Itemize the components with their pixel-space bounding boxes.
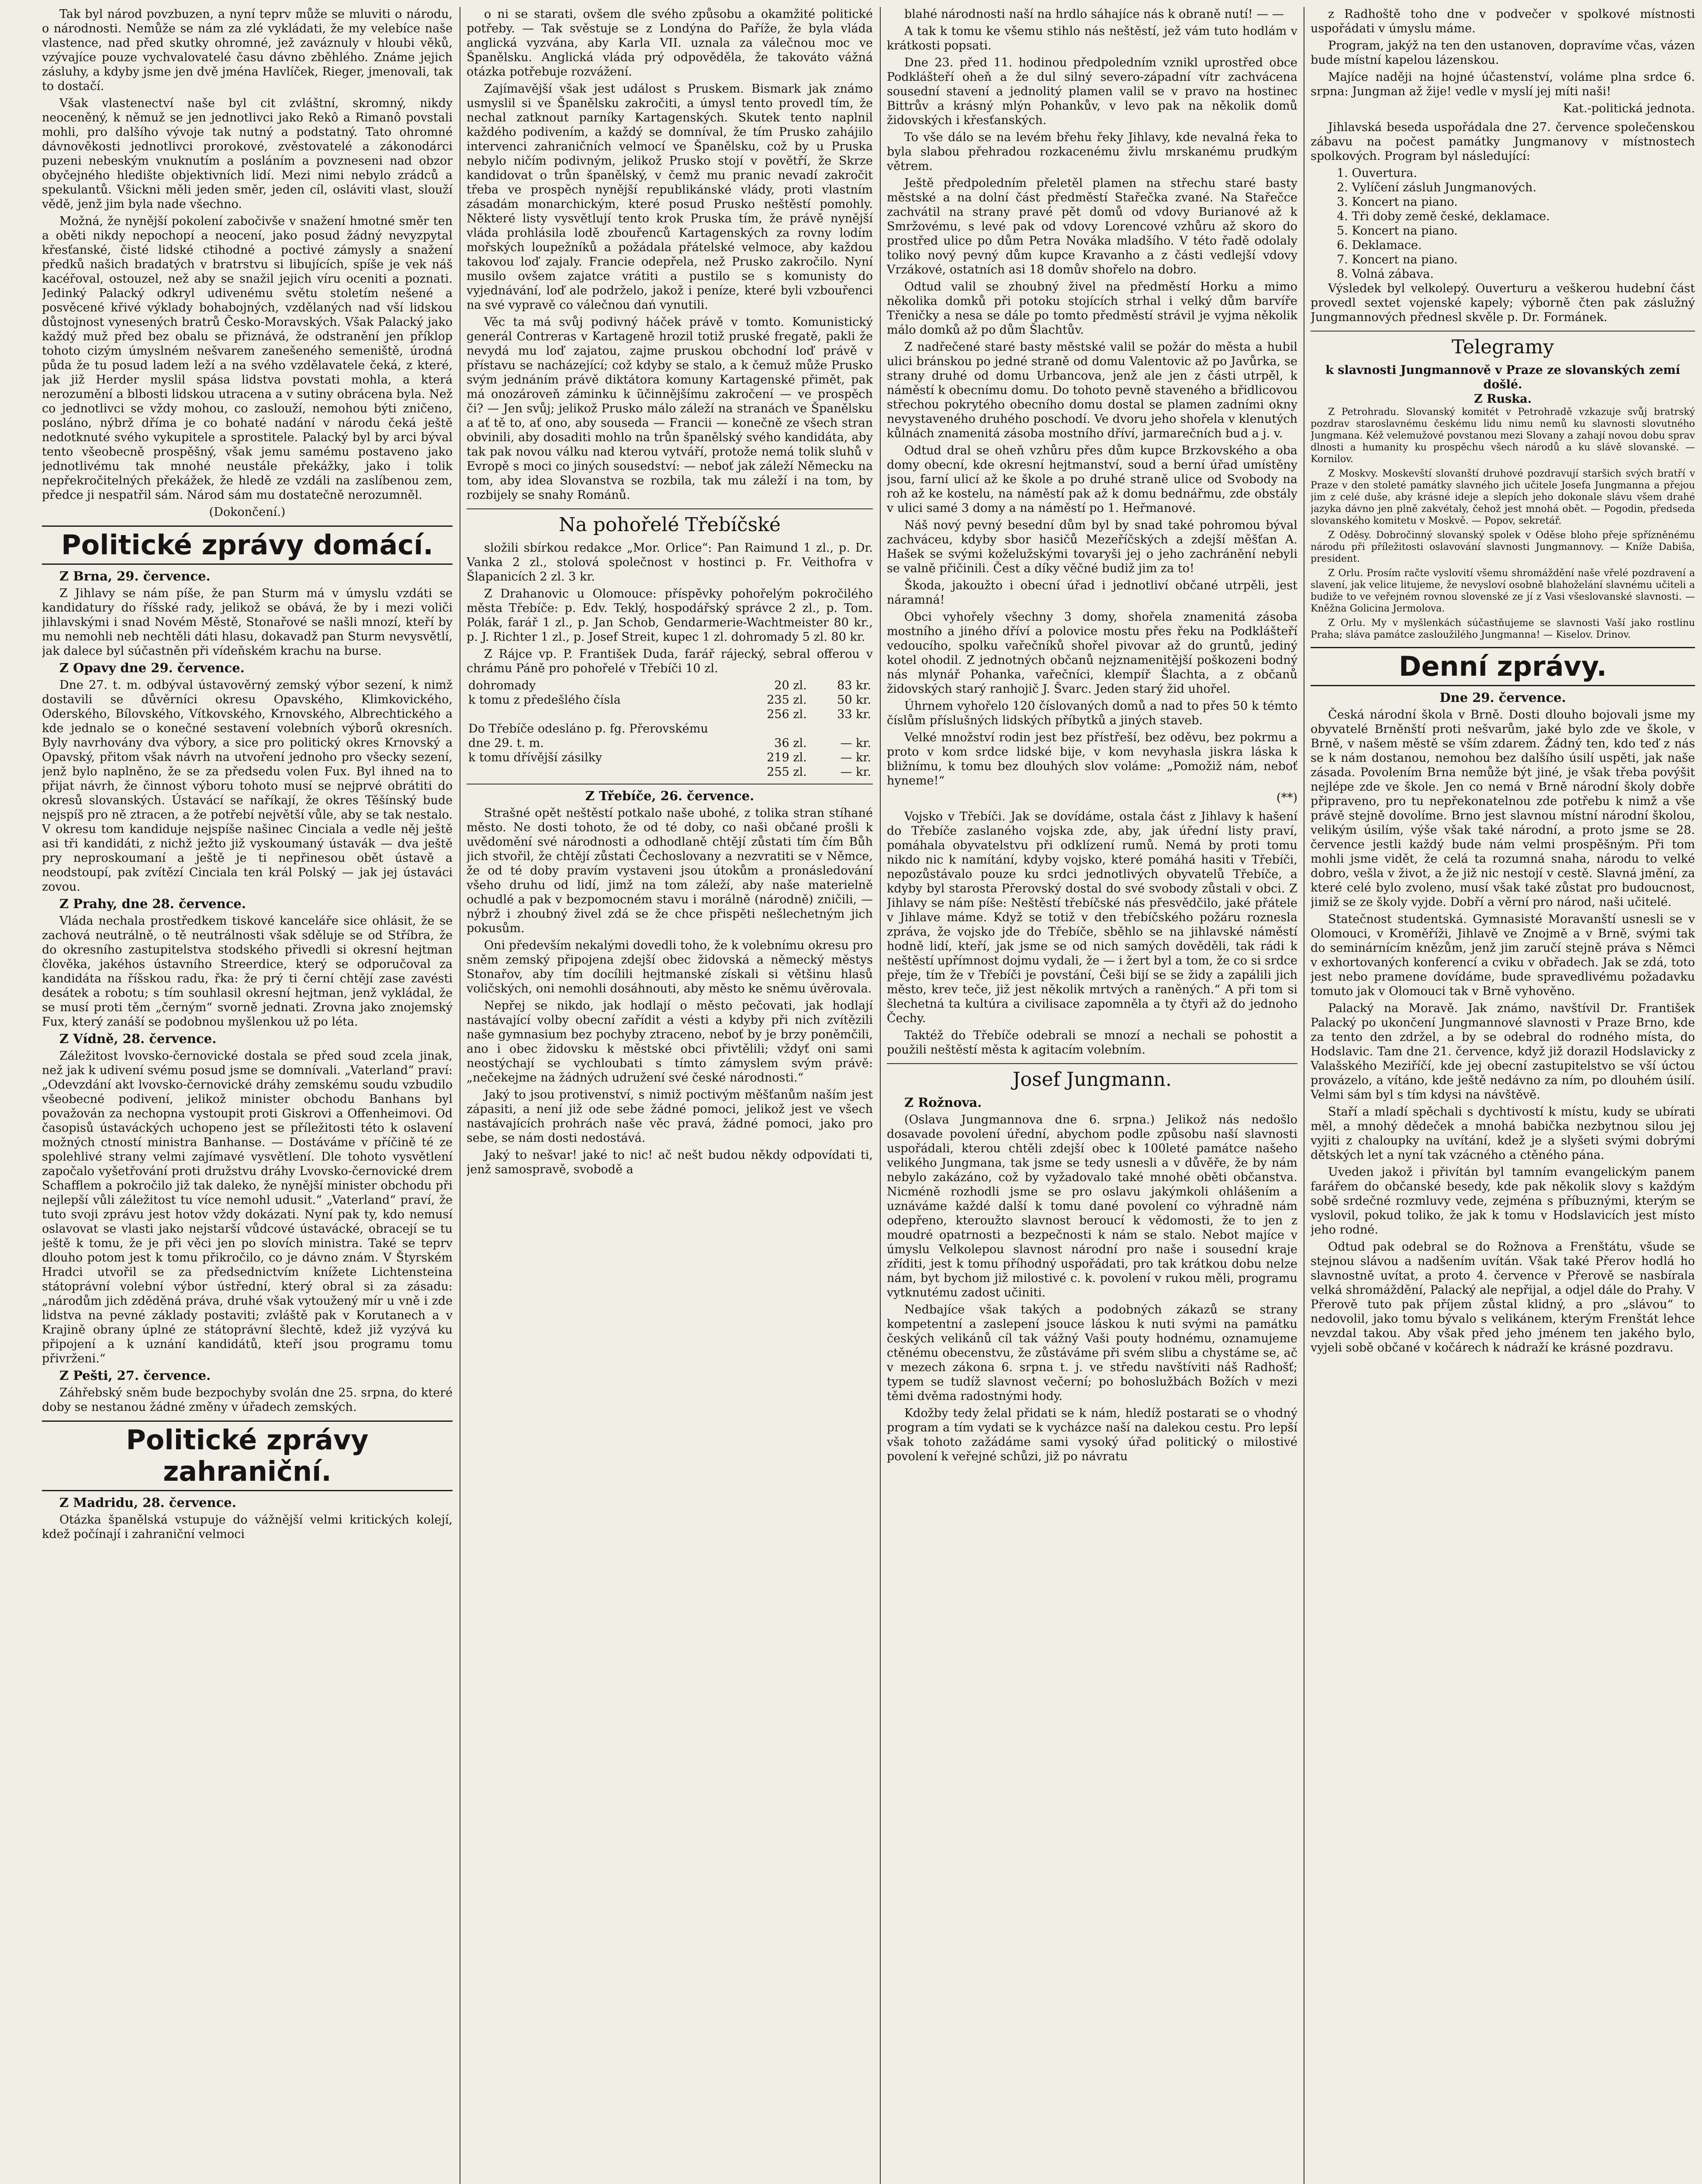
program-list (1337, 166, 1695, 281)
article-paragraph: Ještě předpoledním přeletěl plamen na střechu staré basty městské a na dolní část předměstí Stařečka zvané. Na Stařečce zachvátil na strany pravé pět domů od vdovy Burianové až k Smržovému, s levé pak od vdovy Lorencové vzhůru až skoro do prostřed ulice po dům Petra Nováka mladšího. V této řadě odolaly toliko nový pevný dům kupce Kravanho a z části vedlejší vdovy Vrzákové, ostatních asi 18 domův shořelo na dobro. (887, 176, 1297, 276)
article-paragraph: Výsledek byl velkolepý. Ouverturu a veškerou hudební část provedl sextet vojenské kapely; výborně čten pak záslužný Jungmannových přednesl skvěle p. Dr. Formánek. (1311, 282, 1695, 324)
donation-ledger (467, 678, 873, 779)
ledger-amount: 33 kr. (837, 708, 871, 721)
ledger-label: Do Třebíče odesláno p. fg. Přerovskému (468, 722, 708, 736)
donation-item: složili sbírkou redakce „Mor. Orlice“: Pan Raimund 1 zl., p. Dr. Vanka 2 zl., stolová společnost v hostinci p. Fr. Veithofra v Šlapanicích 2 zl. 3 kr. (467, 541, 873, 584)
program-item: 1. Ouvertura. (1337, 166, 1417, 180)
ledger-label: dne 29. t. m. (468, 736, 544, 750)
news-item: Dne 27. t. m. odbýval ústavověrný zemský výbor sezení, k nimž dostavili se důvěrníci okresu Opavského, Klimkovického, Oderského, Bílovského, Vítkovského, Krnovského, Albrechtického a kde jednalo se o konečné sestavení volebních výborů okresních. Byly navrhovány dva výbory, a sice pro politický okres Krnovský a Opavský, přitom však návrh na utvoření jednoho pro všecky sezení, jenž bylo naplněno, že se za předsedu volen Fux. Byl ihned na to přijat návrh, že činnost výboru tohoto musí se nejprvé obrátiti do okresů slovanských. Ústavácí se naříkají, že okres Těšínský bude nejspíš pro ně ztracen, a že potřebí největší vůle, aby se tak nestalo. V okresu tom kandiduje nejspíše našinec Cinciala a vedle něj ještě asi tři kandidáti, z nichž ježto již vyskoumaný ústavák — dva ještě pry neproskoumaní a ještě je ti nepřinesou obět ústavě a neodstoupí, pak zvítězí Cinciala ten král Polský — jak jej ústaváci zovou. (42, 678, 453, 894)
article-paragraph: Kdožby tedy želal přidati se k nám, hledíž postarati se o vhodný program a tím vydati se k vycházce naší na dalekou cestu. Pro lepší však tohoto zažádáme sami vysoký úřad politický o milostivé povolení k veřejné schůzi, již po návratu (887, 1406, 1297, 1463)
ledger-row (467, 765, 873, 779)
ledger-amount: — kr. (840, 751, 871, 764)
dateline: Z Brna, 29. července. (59, 569, 211, 584)
news-item: Česká národní škola v Brně. Dosti dlouho bojovali jsme my obyvatelé Brněnští proti nešvarům, jaké bylo zde ve škole, v Brně, v našem městě se vším zdarem. Žádný ten, kdo teď z nás se k nám dostanou, nemohou bez dalšího úsilí uspěti, jak naše zásada. Povolením Brna nemůže být jiné, je však třeba povýšit nejlépe zde ve škole. Jen co nemá v Brně národní školy dobře připraveno, pro tu nepřekonatelnou zde potřebu k nimž a vše právě stejně dovolíme. Brno jest slavnou místní národní školou, velikým úsilím, výše však také národní, a proto jsme se 28. července jestli každý bude nám velmi prospěšným. Při tom mohli jsme vidět, že celá ta rozumná snaha, národu to velké dobro, vešla v život, a že již nic nestojí v cestě. Slavná jmění, za které celé bylo zvoleno, musí však také zůstat pro budoucnost, jimiž se ze školy vyjde. Dobří a věrní pro národ, naši učitelé. (1311, 708, 1695, 909)
article-paragraph: blahé národnosti naší na hrdlo sáhajíce nás k obraně nutí! — — (904, 7, 1284, 21)
ledger-amount: 20 zl. (774, 679, 807, 692)
article-paragraph: Úhrnem vyhořelo 120 číslovaných domů a nad to přes 50 k témto číslům příslušných lidských příbytků a jiných staveb. (887, 699, 1297, 727)
program-item: 7. Koncert na piano. (1337, 253, 1458, 266)
news-item: Otázka španělská vstupuje do vážnější velmi kritických kolejí, kdež počínají i zahraniční velmoci (42, 1513, 453, 1541)
signature: Kat.-politická jednota. (1563, 102, 1695, 115)
ledger-amount: 219 zl. (767, 751, 807, 764)
article-paragraph: Oni především nekalými dovedli toho, že k volebnímu okresu pro sněm zemský připojena zdejší obec židovská a německý městys Stonařov, aby tím docílili hejtmanské získali si většinu hlasů voličských, oni nemohli dosáhnouti, aby město ke sněmu úvěrovala. (467, 939, 873, 995)
column-3 (887, 7, 1297, 2184)
ledger-amount: 83 kr. (837, 679, 871, 692)
ledger-amount: — kr. (840, 736, 871, 750)
section-heading-fire-relief: Na pohořelé Třebíčské (467, 508, 873, 537)
article-paragraph: Dne 23. před 11. hodinou předpoledním vznikl uprostřed obce Podklášteří oheň a že dul silný severo-západní vítr zachvácena sousední stavení a jednolitý plamen valil se v pravo na hostinec Bittrův a krásný mlýn Pohankův, v levo pak na několik domů židovských i křesťanských. (887, 56, 1297, 127)
section-heading-telegrams: Telegramy (1311, 331, 1695, 359)
section-heading-domestic: Politické zprávy domácí. (42, 525, 453, 565)
article-paragraph: Nedbajíce však takých a podobných zákazů se strany kompetentní a zaslepení jsouce láskou k nuti svými na památku českých velikánů cíl tak vážný Vaši pouty hodnému, oznamujeme ctěnému obecenstvu, že zůstáváme při svém slibu a chystáme se, ač v mezech zákona 6. srpna t. j. ve středu navštíviti náš Radhošť; typem se tudíž slavnost večerní; po bohoslužbách Božích v mezi těmi dvěma radostnými hody. (887, 1303, 1297, 1403)
telegrams-origin: Z Ruska. (1474, 392, 1532, 406)
column-4 (1311, 7, 1695, 2184)
article-paragraph: Program, jakýž na ten den ustanoven, dopravíme včas, vázen bude místní kapelou lázenskou. (1311, 39, 1695, 67)
article-paragraph: z Radhoště toho dne v podvečer v spolkové místnosti uspořádati v úmyslu máme. (1311, 7, 1695, 35)
dateline: Z Třebíče, 26. července. (585, 788, 754, 803)
news-item: Z Jihlavy se nám píše, že pan Sturm má v úmyslu vzdáti se kandidatury do říšské rady, jelikož se obává, že by i mezi voliči jihlavskými i snad Novém Městě, Stonařové se našli mnozí, kteří by mu nemohli neb nechtěli dáti hlasu, dokavadž pan Sturm nevysvětlí, jak dalece byl súčastněn při vídeňském krachu na burse. (42, 587, 453, 658)
news-item: Palacký na Moravě. Jak známo, navštívil Dr. František Palacký po ukončení Jungmannové slavnosti v Praze Brno, kde za tento den zdržel, a by se odebral do rodného místa, do Hodslavic. Tam dne 21. července, když již dorazil Hodslavicky z Valašského Meziříčí, kde jej obecní zastupitelstvo se vší úctou provázelo, a vítáno, kde ještě nedávno za ním, po dlouhém úsilí. Velmi sám byl s tím kdysi na návštěvě. (1311, 1002, 1695, 1102)
ledger-label (467, 707, 734, 722)
ledger-label (467, 765, 734, 779)
author-signoff: (**) (1276, 791, 1297, 805)
ledger-amount: 36 zl. (774, 736, 807, 750)
column-rule (880, 7, 881, 2184)
article-paragraph: Věc ta má svůj podivný háček právě v tomto. Komunistický generál Contreras v Kartageně hrozil totiž pruské fregatě, pakli že nevydá mu loď zajatou, zajme pruskou obchodní loď právě v přístavu se nacházející; což kdyby se stalo, a k čemuž může Prusko svým jednáním právě diktátora komuny Kartagenské přimět, pak má onozároveň záminku k ũčinnějšímu zakročení — ve prospěch či? — Jen svůj; jelikož Prusko málo záleží na stranách ve Španělsku a ať tě to, ať ono, aby souseda — Francii — konečně ze všech stran obvinili, aby dosaditi mohlo na trůn španělský svého kandidáta, aby tak pak novou válku nad kterou vytváří, protože nemá tolik sluhů v Evropě s moci co jiných sousedství: — neboť jak záleží Německu na tom, aby idea Slovanstva se rozbila, tak mu záleží i na tom, by rozbijely se snahy Románů. (467, 315, 873, 502)
news-item: Uveden jakož i přivítán byl tamním evangelickým panem farářem do občanské besedy, kde pak několik slovy s každým sobě srdečné rozmluvy vede, zejména s příbuznými, kterým se vyslovil, pokud toliko, že jak k tomu v Hodslavicích jest místo jeho rodné. (1311, 1165, 1695, 1237)
news-item: Taktéž do Třebíče odebrali se mnozí a nechali se pohostit a použili neštěstí města k agitacím volebním. (887, 1029, 1297, 1057)
program-item: 5. Koncert na piano. (1337, 224, 1458, 238)
news-item: Záhřebský sněm bude bezpochyby svolán dne 25. srpna, do které doby se nestanou žádné změny v úřadech zemských. (42, 1386, 453, 1414)
article-paragraph: (Oslava Jungmannova dne 6. srpna.) Jelikož nás nedošlo dosavade povolení úřední, abychom podle způsobu naší slavnosti uspořádali, kterou chtěli zdejší obec k 100leté památce našeho velikého Jungmana, tak jsme se tedy usnesli a v důvěře, že by nám nebylo zakázáno, což by vyžadovalo také mnohé oběti občanstva. Nicméně rozhodli jsme se pro oslavu jakýmkoli ohlášením a uznáváme každé další k tomu dané povolení co výhradně nám odepřeno, kteroužto slavnost beroucí k vědomosti, že to jen z moudré opatrnosti a bezpečnosti k nám se stalo. Nebot majíce v úmyslu Velkolepou slavnost národní pro naše i sousední kraje zříditi, jest k tomu příhodný uspořádati, pro tak krátkou dobu nelze nám, byt bychom již milostivé c. k. povolení v rukou měli, programu vytknutému zadost učiniti. (887, 1113, 1297, 1299)
ledger-amount: 50 kr. (837, 693, 871, 707)
ledger-row (467, 678, 873, 693)
dateline: Z Opavy dne 29. července. (59, 660, 245, 675)
article-paragraph: A tak k tomu ke všemu stihlo nás neštěstí, jež vám tuto hodlám v krátkosti popsati. (887, 24, 1297, 52)
dateline: Z Madridu, 28. července. (59, 1495, 236, 1510)
telegram: Z Petrohradu. Slovanský komitét v Petrohradě vzkazuje svůj bratrský pozdrav staroslavnému českému lidu nimu nemů ku slavnosti slovutného Jungmana. Kéž velemužové povstanou mezi Slovany a zahají novou dobu sprav dlnosti a humanity ku prospěchu všech národů a ku slávě slovanské. — Kornilov. (1311, 407, 1695, 465)
article-paragraph: Strašné opět neštěstí potkalo naše ubohé, z tolika stran stíhané město. Ne dosti tohoto, že od té doby, co naši občané prošli k uvědomění své národnosti a odhodlaně chtějí zůstati tím čím Bůh jich stvořil, že chtějí zůstati Čechoslovany a nezvratiti se v Němce, že od té doby pravím vystaveni jsou útokům a pronásledování všeho druhu od lidí, jimž na tom záleží, aby naše materielně ochudlé a pak v bezpomocném stavu i morálně (národně) zničili, — nýbrž i zhoubný živel zdá se že chce přispěti nešlechetným jich pokusům. (467, 806, 873, 935)
telegram: Z Moskvy. Moskevští slovanští druhové pozdravují staršich svých bratří v Praze v den stoleté památky slavného jich učitele Josefa Jungmanna a přejou jim z celé duše, aby krásné ideje a slepích jeho dokonale slávu všem drahé jazyka dávno jen plně zakvétaly, čehož jest mnohá obět. — Pogodin, předseda slovanského komitetu v Moskvě. — Popov, sekretář. (1311, 468, 1695, 526)
section-heading-daily-news: Denní zprávy. (1311, 647, 1695, 686)
dateline: Z Rožnova. (904, 1095, 982, 1110)
ledger-label: k tomu dřívější zásilky (468, 751, 602, 764)
article-paragraph: Jaký to jsou protivenství, s nimiž poctivým měšťanům naším jest zápasiti, a není již ode sebe žádné pomoci, jelikož jest ve všech nastávajících prohrách naše věc pravá, žádné pomoci, jako pro sebe, se nám dosti nedostává. (467, 1088, 873, 1145)
ledger-amount: — kr. (840, 765, 871, 779)
donation-item: Z Rájce vp. P. František Duda, farář rájecký, sebral offerou v chrámu Páně pro pohořelé v Třebíči 10 zl. (467, 647, 873, 675)
article-paragraph: Obci vyhořely všechny 3 domy, shořela znamenitá zásoba mostního a jiného dříví a polovice mostu přes řeku na Podklášteří vedoucího, spolku vařečníků shořel pivovar až do gruntů, jediný kotel ohodil. Z jednotných občanů nejznamenitější poškozeni bodný nás mlynář Pohanka, vařečníci, klempíř Šlachta, a z občanů židovských starý ranhojič J. Švarc. Jeden starý žid uhořel. (887, 610, 1297, 696)
article-paragraph: Majíce naději na hojné účastenství, voláme plna srdce 6. srpna: Jungman až žije! vedle v myslí jej míti naši! (1311, 70, 1695, 98)
news-item: Vojsko v Třebíči. Jak se dovídáme, ostala část z Jihlavy k hašení do Třebíče zaslaného vojska zde, aby, jak úřední listy praví, pomáhala obyvatelstvu při odklízení rumů. Nemá by proti tomu nikdo nic k namítání, kdyby vojsko, které pomáhá hasiti v Třebíči, nepozůstávalo pouze ku srdci jednotlivých obyvatelů Třebíče, a kdyby byl starosta Přerovský dostal do své svobody zůstali v obci. Z Jihlavy se nám píše: Neštěstí třebíčské nás přesvědčilo, jaké přátele v Jihlave máme. Když se totiž v den třebíčského požáru roznesla zpráva, že vojsko jde do Třebíče, sběhlo se na jihlavské náměstí hodně lidí, kteří, jak jsme se od nich samých dověděli, tak rádi k neštěstí upřímnost dojmu vydali, že — i žert byl a tom, že co si srdce přeje, tím že v Třebíči je povstání, Češi bijí se se židy a zapálili jich město, krev teče, již jest několik mrtvých a raněných.“ A při tom si šlechetná ta kultúra a civilisace zapomněla a ty čtyři až do jednoho Čechy. (887, 810, 1297, 1025)
section-heading-foreign: Politické zprávy zahraniční. (42, 1420, 453, 1491)
dateline: Z Prahy, dne 28. července. (59, 896, 246, 911)
news-item: Statečnost studentská. Gymnasisté Moravanští usnesli se v Olomouci, v Kroměříži, Jihlavě ve Znojmě a v Brně, svými tak do seminárnícím knězům, jenž jim zaručí stejně práva s Němci v exhortovaných konferencí a cviku v obřadech. Jak se zdá, toto jest nebo pramene dovídáme, bude spravedlivému požadavku tomuto jak v Olomouci tak v Brně vyhověno. (1311, 912, 1695, 998)
telegram: Z Oděsy. Dobročinný slovanský spolek v Oděse bloho přeje spřízněnému národu při příležitosti oslavování slavnosti Jungmannovy. — Kníže Dabiša, president. (1311, 530, 1695, 564)
program-item: 6. Deklamace. (1337, 238, 1422, 252)
telegram: Z Orlu. Prosím račte vyslovití všemu shromáždění naše vřelé pozdravení a slavení, jak velice litujeme, že nevysloví osobně blahoželání slavnému učiteli a budiže to ve veřejném rovnou slovenské ze jí z Vasi všeslovanské slavnosti. — Kněžna Golicina Jermolova. (1311, 568, 1695, 614)
ledger-label: dohromady (468, 679, 536, 692)
ledger-row (467, 750, 873, 765)
ledger-row (467, 693, 873, 707)
dateline: Z Vídně, 28. července. (59, 1031, 217, 1046)
article-paragraph: Však vlastenectví naše byl cit zvláštní, skromný, nikdy neoceněný, k němuž se jen jednotlivci jako Rekô a Rimanô povstali mohli, pro dalšího vývoje tak nutný a podstatný. Tato ohromné dávnověkosti jednotlivci prorokové, zvěstovatelé a zákonodárci puzeni nebeským vnuknutím a posláním a povzneseni nad obzor obyčejného hledište objektivních lidí. Mezi nimi nebylo zrádců a spekulantů. Všickni měli jeden směr, jeden cíl, osláviti vlast, slouží vědě, jenž jim byla nade všechno. (42, 97, 453, 211)
ledger-row (467, 707, 873, 722)
dateline: Dne 29. července. (1439, 690, 1566, 705)
column-1 (42, 7, 453, 2184)
article-paragraph: Možná, že nynější pokolení zabočivše v snažení hmotné směr ten a oběti nikdy nepochopí a neocení, jako posud žádný nevyzpytal křesťanské, čisté lidské ctihodné a poctivé zámysly a snažení předků našich bradatých v bratrstvu si libujících, spíše je vek náš kacéřoval, ostouzel, než aby se snažil jejich víru oceniti a poznati. Jedinký Palacký odkryl udivenému světu stoletím nešené a posvěcené křivé výklady bohabojných, vzdělaných nad vší lidskou důstojnost vynesených bratrů Česko-Moravských. Však Palacký jako každý muž před bez obalu se přiznává, že odstranění jen příklop tohoto cizým úmyslném nešvarem zanešeného semeniště, úrodná půda že tu posud ladem leží a na svého vzdělavatele čeká, z které, jak již Herder myslil spása lidstva povstati mohla, a která nerozumění a blbosti lidskou utracena a v sutiny obrácena byla. Než co jednotlivci se vždy mohou, co zaslouží, nemohou býti zničeno, posláno, nýbrž dříma je co bohaté nadání v národu čeká ještě nedotknuté svého vykupitele a sprostitele. Palacký byl by arci býval tento všeobecně prospěšný, však jemu samému postaveno jako jednotlivému tak mnohé neustále překážky, jako i tolik nepřekročitelných překážek, že hledě ze vzdáli na zaslíbenou zem, předce ji nespatřil sám. Národ sám mu dostatečně nerozumněl. (42, 214, 453, 502)
ledger-amount: 255 zl. (767, 765, 807, 779)
article-paragraph: Z nadřečené staré basty městské valil se požár do města a hubil ulici bránskou po jedné straně od domu Valentovic až po Javůrka, se strany druhé od domu Urbancova, jenž ale jen z části utrpěl, k náměstí k obecnímu domu. Do tohoto pevně staveného a břidlicovou střechou pokrytého obecního domu dostal se plamen zadními okny nevystaveného druhého poschodí. Ve dvoru jeho shořela v klenutých kůlnách znamenitá zásoba mostního dříví, jarmarečních bud a j. v. (887, 340, 1297, 440)
article-paragraph: Tak byl národ povzbuzen, a nyní teprv může se mluviti o národu, o národnosti. Nemůže se nám za zlé vykládati, že my velebíce naše vlastence, nad před skutky ohromné, jež zaváznuly v hloubi věků, vzývajíce pouze vychvalovatelé času dávno zběhlého. Známe jejich zásluhy, a kdyby jsme jen dvě jména Havlíček, Rieger, jmenovali, tak to dostačí. (42, 7, 453, 93)
program-item: 2. Vylíčení zásluh Jungmanových. (1337, 181, 1536, 194)
news-item: Záležitost lvovsko-černovické dostala se před soud zcela jinak, než jak k udivení svému posud jsme se domnívali. „Vaterland“ praví: „Odevzdání akt lvovsko-černovické dráhy zemskému soudu vzbudilo všeobecné podivení, jelikož minister obchodu Banhans byl považován za nechopna vystoupit proti Giskrovi a Offenheimovi. Od časopisů ústaváckých uchopeno jest se příležitosti této k oslavení možných ctností ministra Banhanse. — Dostáváme v příčině té ze spolehlivé strany velmi zajímavé vysvětlení. Dle tohoto vysvětlení započalo vyšetřování proti družstvu dráhy Lvovsko-černovické drem Schafflem a pokročilo již tak daleko, že nynější minister obchodu při nejlepší vůli záležitost tu více nemohl udusit.“ „Vaterland“ praví, že tuto svoji zprávu jest hotov vždy dokázati. Nyní pak ty, kdo nemusí oslavovat se vlasti jako nejstarší vůdcové ústavácké, obracejí se tu ještě k tomu, že je při věci jen po slovích ministra. Také se teprv dlouho potom jest k tomu přikročilo, co je dávno znám. V Štyrském Hradci utvořil se za předsednictvím knížete Lichtensteina státoprávní volební výbor ústřední, který obral si za zásadu: „národům jich zděděná práva, druhé však vytoužený mír u vně i zde lidstva na pevné základy postaviti; zvláště pak v Korutanech a v Krajině obrany úplné ze státoprávní šlechtě, kdež již vyzývá ku připojení a k uznání kandidátů, kteří jsou programu tomu přivrženi.“ (42, 1049, 453, 1365)
program-item: 8. Volná zábava. (1337, 267, 1434, 281)
article-paragraph: Nepřej se nikdo, jak hodlají o město pečovati, jak hodlají nastávající volby obecní zařídit a vésti a kdyby při nich zvítězili naše gymnasium bez pochyby ztraceno, neboť by je brzy poněmčili, ano i obec židovsku k městské obci přivtělili; vždyť oni sami neostýchají se vychloubati s tímto zámyslem svým právě: „nečekejme na žádných udružení své české národnosti.“ (467, 999, 873, 1085)
donation-item: Z Drahanovic u Olomouce: příspěvky pohořelým pokročilého města Třebíče: p. Edv. Teklý, hospodářský správce 2 zl., p. Tom. Polák, farář 1 zl., p. Jan Schob, Gendarmerie-Wachtmeister 80 kr., p. J. Richter 1 zl., p. Josef Streit, kupec 1 zl. dohromady 5 zl. 80 kr. (467, 587, 873, 644)
article-paragraph: Jaký to nešvar! jaké to nic! ač nešt budou někdy odpovídati ti, jenž samospravě, svobodě a (467, 1148, 873, 1176)
ledger-row (467, 736, 873, 750)
continuation-note: (Dokončení.) (209, 505, 286, 519)
article-paragraph: o ni se starati, ovšem dle svého způsobu a okamžité politické potřeby. — Tak svěstuje se z Londýna do Paříže, že byla vláda anglická vyzvána, aby Karla VII. uznala za válečnou moc ve Španělsku. Anglická vláda prý odpověděla, že takováto vážná otázka potřebuje rozvážení. (467, 7, 873, 79)
telegrams-subheading: k slavnosti Jungmannově v Praze ze slovanských zemí došlé. (1325, 363, 1680, 391)
dateline: Z Pešti, 27. července. (59, 1368, 211, 1383)
news-item: Odtud pak odebral se do Rožnova a Frenštátu, všude se stejnou slávou a nadšením uvítán. Však také Přerov hodlá ho slavnostně uvítat, a proto 4. července v Přerově se nasbírala velká shromáždění, Palacký ale nepřijal, a odjel dále do Prahy. V Přerově tuto pak příjem zůstal klidný, a pro „slávou“ to nedovolil, jako tomu bývalo s velikánem, kterým Frenštát lehce nevzdal takou. Aby však před jeho jménem ten jakého bylo, vyjeli sobě občané v kočárech k nádraží ke krásné pozdravu. (1311, 1240, 1695, 1355)
news-item: Vláda nechala prostředkem tiskové kanceláře sice ohlásit, že se zachová neutrálně, o tě neutrálnosti však sděluje se od Stříbra, že do okresního zastupitelstva stodského přivedli si okresní hejtman člověka, jakéhos ústavního Streerdice, který se odporučoval za kandidáta na říšskou radu, řka: že prý ti černí chtějí zase zavésti desátek a robotu; s tím souhlasil okresní hejtman, jenž vykládal, že se musí proti těm „černým“ svorně jednati. Zrovna jako znojemský Fux, který zanáší se podobnou myšlenkou už po léta. (42, 914, 453, 1029)
article-paragraph: Náš nový pevný besední dům byl by snad také pohromou býval zachváceu, kdyby sbor hasičů Mezeříčských a zdejší měšťan A. Hašek se svými koželužskými tovaryši jej o jeho zachránění nebyli se valně přičinili. Čest a díky věčné budiž jim za to! (887, 518, 1297, 575)
article-paragraph: To vše dálo se na levém břehu řeky Jihlavy, kde nevalná řeka to byla slabou přehradou rozkacenému živlu mrskanému prudkým větrem. (887, 131, 1297, 173)
article-paragraph: Velké množství rodin jest bez přístřeší, bez oděvu, bez pokrmu a proto v kom srdce lidské bije, v kom nevyhasla jiskra láska k bližnímu, k tomu bez dlouhých slov voláme: „Pomožiž nám, neboť hyneme!“ (887, 731, 1297, 788)
telegram: Z Orlu. My v myšlenkách súčastňujeme se slavnosti Vaší jako rostlinu Praha; sláva památce zasloužilého Jungmanna! — Kiselov. Drinov. (1311, 618, 1695, 640)
ledger-row (467, 722, 873, 736)
news-item: Staří a mladí spěchali s dychtivostí k místu, kudy se ubírati měl, a mnohý dědeček a mnohá babička nezbytnou silou jej vyjiti z chaloupky na uvítání, kdež je a slyšeti svými dobrými dětských let a nyní tak vzácného a ctěného pána. (1311, 1105, 1695, 1162)
article-paragraph: Zajímavější však jest událost s Pruskem. Bismark jak známo usmyslil si ve Španělsku zakročiti, a úmysl tento provedl tím, že nechal zatknout parníky Kartagenských. Skutek tento naplnil každého podivením, a každý se domníval, že tím Prusko zahájilo intervenci zahraničních velmocí ve Španělsku, což by u Pruska nebylo ničím podivným, jelikož Prusko stojí v povětří, že Skrze kandidovat o trůn španělský, v čemž mu pranic nevadí zakročit třeba ve prospěch nynější republikánské vlády, proti vlastním zásadám monarchickým, které posud Prusko neštěstí pomohly. Některé listy vysvětlují tento krok Pruska tím, že právě nynější vláda prohlásila lodě zbouřenců Kartagenských za rovny lodím mořských loupežníků a požádala přátelské velmoce, aby každou takovou loď zajaly. Francie odepřela, než Prusko zakročilo. Nyní musilo ovšem zajatce vrátiti a pustilo se s komunisty do vyjednávání, loď ale podrželo, jakož i peníze, které byli vzbouřenci na své vypravě co válečnou dań vynutili. (467, 82, 873, 312)
article-paragraph: Odtud dral se oheň vzhůru přes dům kupce Brzkovského a oba domy obecní, kde okresní hejtmanství, soud a berní úřad umístěny jsou, farní ulicí až ke škole a po druhé straně ulice od Svobody na roh až ke kostelu, na náměstí pak až k domu bednářmu, zde obstály v ulici samé 3 domy a na náměstí po 1. Heřmanové. (887, 444, 1297, 515)
article-paragraph: Jihlavská beseda uspořádala dne 27. července společenskou zábavu na počest památky Jungmanovy v místnostech spolkových. Program byl následující: (1311, 121, 1695, 163)
column-2 (467, 7, 873, 2184)
ledger-amount: 256 zl. (767, 708, 807, 721)
section-heading-jungmann: Josef Jungmann. (887, 1063, 1297, 1092)
article-paragraph: Odtud valil se zhoubný živel na předměstí Horku a mimo několika domků při potoku stojících strhal i velký dům barvíře Třeničky a nesa se dále po tomto předměstí strávil je vyjma několik málo domků až po dům Šlachtův. (887, 280, 1297, 337)
article-paragraph: Škoda, jakoužto i obecní úřad i jednotliví občané utrpěli, jest náramná! (887, 579, 1297, 607)
ledger-label: k tomu z předešlého čísla (468, 693, 621, 707)
ledger-amount: 235 zl. (767, 693, 807, 707)
program-item: 3. Koncert na piano. (1337, 195, 1458, 209)
program-item: 4. Tři doby země české, deklamace. (1337, 210, 1550, 223)
